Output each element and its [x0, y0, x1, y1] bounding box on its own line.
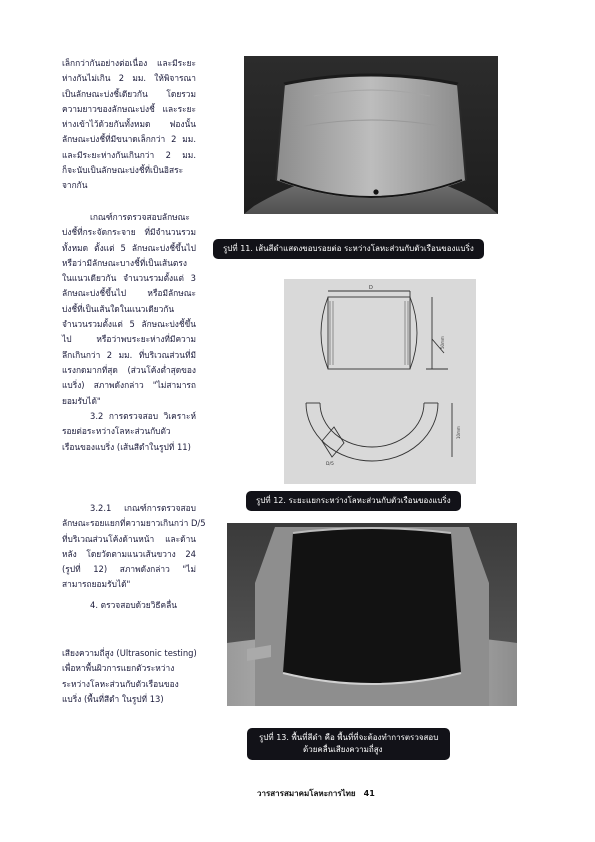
figure-13-caption-line1: รูปที่ 13. พื้นที่สีดำ คือ พื้นที่ที่จะต้องทำการตรวจสอบ [259, 733, 439, 742]
text-line: แบริ่ง) สภาพดังกล่าว "ไม่สามารถ [62, 380, 196, 391]
text-para-5 [62, 598, 196, 613]
text-line: ลักษณะบ่งชี้ที่มีขนาดเล็กกว่า 2 มม. [62, 134, 196, 145]
figure-13-caption-line2: ด้วยคลื่นเสียงความถี่สูง [303, 745, 383, 754]
text-line: ยอมรับได้" [62, 395, 101, 406]
text-para-4 [62, 501, 206, 593]
text-line: แรงกดมากที่สุด (ส่วนโค้งต่ำสุดของ [62, 364, 196, 375]
text-line: 4. ตรวจสอบด้วยวิธีคลื่น [90, 600, 177, 610]
text-line: และมีระยะห่างกันเกินกว่า 2 มม. [62, 149, 196, 160]
bearing-zone-diagram [284, 279, 476, 484]
figure-12-caption: รูปที่ 12. ระยะแยกระหว่างโลหะส่วนกับตัวเรือนของแบริ่ง [246, 491, 461, 511]
text-line: (รูปที่ 12) สภาพดังกล่าว "ไม่ [62, 564, 196, 575]
text-line: ทั้งหมด ตั้งแต่ 5 ลักษณะบ่งชี้ขึ้นไป [62, 242, 196, 253]
text-line: แบริ่ง (พื้นที่สีดำ ในรูปที่ 13) [62, 693, 164, 704]
text-line: ที่บริเวณส่วนโค้งด้านหน้า และด้าน [62, 533, 196, 544]
figure-13-photo [227, 523, 517, 706]
text-para-3 [62, 409, 196, 455]
text-line: เพื่อหาพื้นผิวการแยกตัวระหว่าง [62, 663, 175, 674]
figure-12-drawing [284, 279, 476, 484]
text-line: ก็จะนับเป็นลักษณะบ่งชี้ที่เป็นอิสระ [62, 165, 184, 176]
text-line: หลัง โดยวัดตามแนวเส้นขวาง 24 [62, 548, 196, 559]
text-line: เกณฑ์การตรวจสอบลักษณะ [90, 212, 190, 222]
text-line: ห่างกันไม่เกิน 2 มม. ให้พิจารณา [62, 73, 196, 84]
text-line: จากกัน [62, 180, 88, 191]
text-line: ลักษณะรอยแยกที่ความยาวเกินกว่า D/5 [62, 518, 206, 529]
text-para-2 [62, 210, 196, 409]
figure-11-photo [244, 56, 498, 214]
text-line: 3.2 การตรวจสอบ วิเคราะห์ [90, 411, 196, 421]
text-line: หรือว่ามีลักษณะบางชี้ที่เป็นเส้นตรง [62, 257, 187, 268]
text-line: ไป หรือว่าพบระยะห่างที่มีความ [62, 334, 196, 345]
figure-13-caption [247, 728, 450, 760]
text-line: จำนวนรวมตั้งแต่ 5 ลักษณะบ่งชี้ขึ้น [62, 319, 196, 330]
text-line: บ่งชี้ที่เป็นเส้นใดในแนวเดียวกัน [62, 303, 175, 314]
text-line: 3.2.1 เกณฑ์การตรวจสอบ [90, 503, 196, 513]
text-line: บ่งชี้ที่กระจัดกระจาย ที่มีจำนวนรวม [62, 227, 196, 238]
text-line: ลึกเกินกว่า 2 มม. ที่บริเวณส่วนที่มี [62, 349, 196, 360]
page-number: 41 [363, 789, 375, 798]
dim-label-arc: D/5 [326, 462, 334, 467]
dim-label-length: 50mm [440, 336, 445, 349]
figure-11-caption: รูปที่ 11. เส้นสีดำแสดงขอบรอยต่อ ระหว่างโลหะส่วนกับตัวเรือนของแบริ่ง [213, 239, 484, 259]
text-line: เป็นลักษณะบ่งชี้เดียวกัน โดยรวม [62, 88, 196, 99]
bearing-ut-area-photo [227, 523, 517, 706]
page-footer [257, 787, 375, 800]
bearing-shell-photo [244, 56, 498, 214]
text-para-1 [62, 56, 196, 194]
text-line: ระหว่างโลหะส่วนกับตัวเรือนของ [62, 678, 179, 689]
text-para-6 [62, 646, 196, 707]
text-line: เล็กกว่ากันอย่างต่อเนื่อง และมีระยะ [62, 58, 196, 68]
text-line: ความยาวของลักษณะบ่งชี้ และระยะ [62, 103, 196, 114]
dim-label-zone: 10mm [456, 426, 461, 439]
text-line: เสียงความถี่สูง (Ultrasonic testing) [62, 648, 197, 658]
text-line: เรือนของแบริ่ง (เส้นสีดำในรูปที่ 11) [62, 441, 191, 452]
text-line: รอยต่อระหว่างโลหะส่วนกับตัว [62, 426, 171, 437]
dim-label-d: D [369, 285, 373, 291]
text-line: ลักษณะบ่งชี้ขึ้นไป หรือมีลักษณะ [62, 288, 196, 299]
journal-name: วารสารสมาคมโลหะการไทย [257, 789, 356, 798]
text-line: ห่างเข้าไว้ด้วยกันทั้งหมด ฟองนั้น [62, 119, 196, 130]
text-line: สามารถยอมรับได้" [62, 579, 131, 590]
text-line: ในแนวเดียวกัน จำนวนรวมตั้งแต่ 3 [62, 273, 196, 284]
